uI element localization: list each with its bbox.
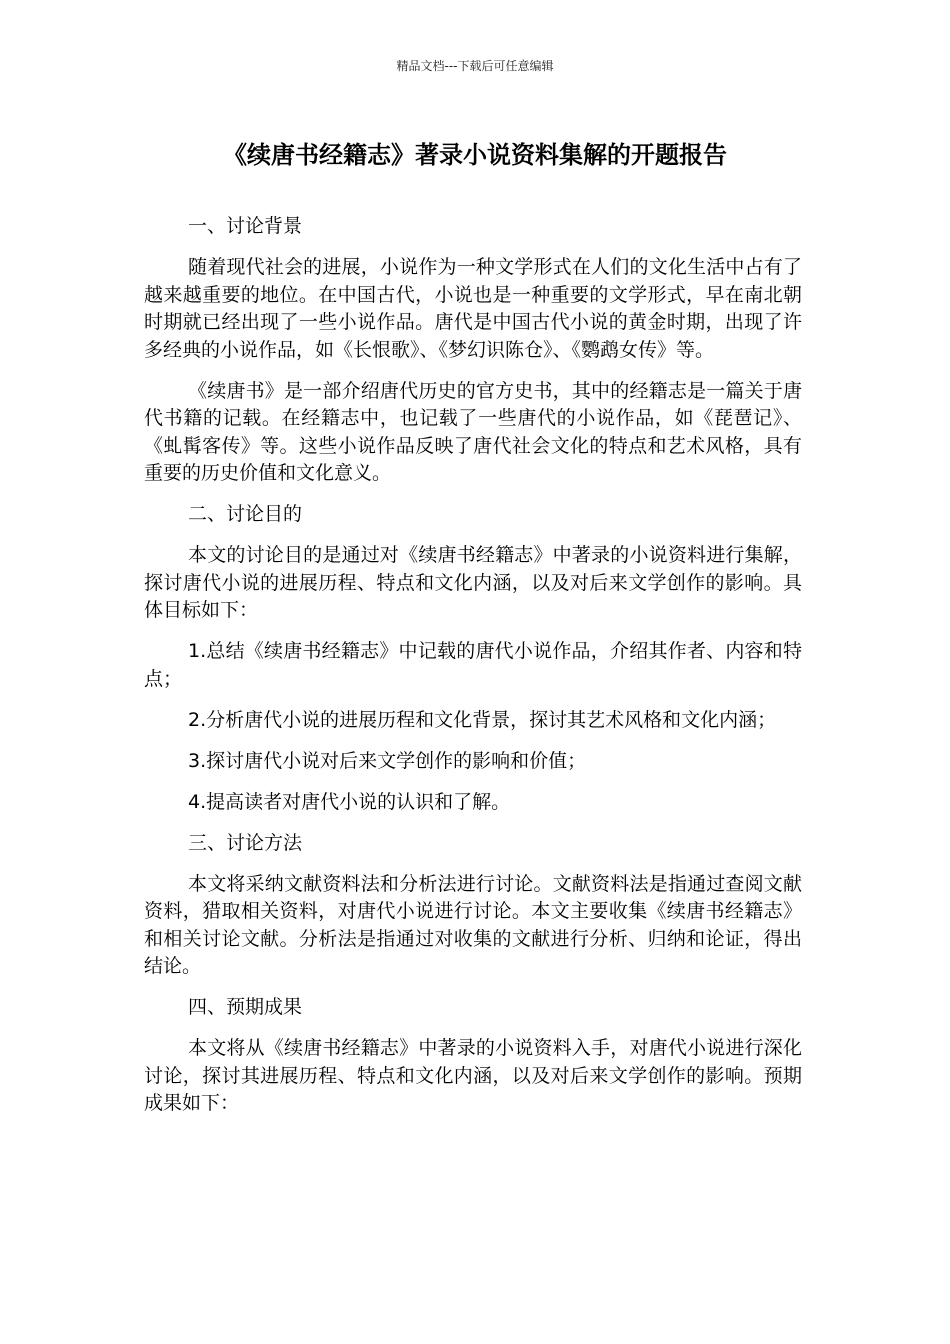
paragraph-background-1: 随着现代社会的进展，小说作为一种文学形式在人们的文化生活中占有了越来越重要的地位。在中国古代，小说也是一种重要的文学形式，早在南北朝时期就已经出现了一些小说作品。唐代是中国古代小说的黄金时期，出现了许多经典的小说作品，如《长恨歌》、《梦幻识陈仓》、《鹦鹉女传》等。 <box>144 256 802 361</box>
section-heading-method: 三、讨论方法 <box>188 831 303 854</box>
list-item-goal-2: 2.分析唐代小说的进展历程和文化背景，探讨其艺术风格和文化内涵； <box>188 708 777 731</box>
list-item-goal-1: 1.总结《续唐书经籍志》中记载的唐代小说作品，介绍其作者、内容和特点； <box>144 640 802 690</box>
section-heading-results: 四、预期成果 <box>188 996 303 1018</box>
paragraph-method-1: 本文将采纳文献资料法和分析法进行讨论。文献资料法是指通过查阅文献资料，猎取相关资料，对唐代小说进行讨论。本文主要收集《续唐书经籍志》和相关讨论文献。分析法是指通过对收集的文献进行分析、归纳和论证，得出结论。 <box>144 872 802 977</box>
section-heading-purpose: 二、讨论目的 <box>188 503 303 525</box>
list-item-goal-4: 4.提高读者对唐代小说的认识和了解。 <box>188 790 511 813</box>
section-heading-background: 一、讨论背景 <box>188 215 303 237</box>
header-note: 精品文档---下载后可任意编辑 <box>396 59 554 73</box>
paragraph-purpose-1: 本文的讨论目的是通过对《续唐书经籍志》中著录的小说资料进行集解，探讨唐代小说的进展历程、特点和文化内涵，以及对后来文学创作的影响。具体目标如下： <box>144 544 802 621</box>
paragraph-background-2: 《续唐书》是一部介绍唐代历史的官方史书，其中的经籍志是一篇关于唐代书籍的记载。在经籍志中，也记载了一些唐代的小说作品，如《琵琶记》、《虬髯客传》等。这些小说作品反映了唐代社会文化的特点和艺术风格，具有重要的历史价值和文化意义。 <box>144 379 802 484</box>
paragraph-results-1: 本文将从《续唐书经籍志》中著录的小说资料入手，对唐代小说进行深化讨论，探讨其进展历程、特点和文化内涵，以及对后来文学创作的影响。预期成果如下： <box>144 1037 802 1114</box>
document-title: 《续唐书经籍志》著录小说资料集解的开题报告 <box>223 141 727 169</box>
list-item-goal-3: 3.探讨唐代小说对后来文学创作的影响和价值； <box>188 749 587 772</box>
document-body <box>144 213 802 1131</box>
